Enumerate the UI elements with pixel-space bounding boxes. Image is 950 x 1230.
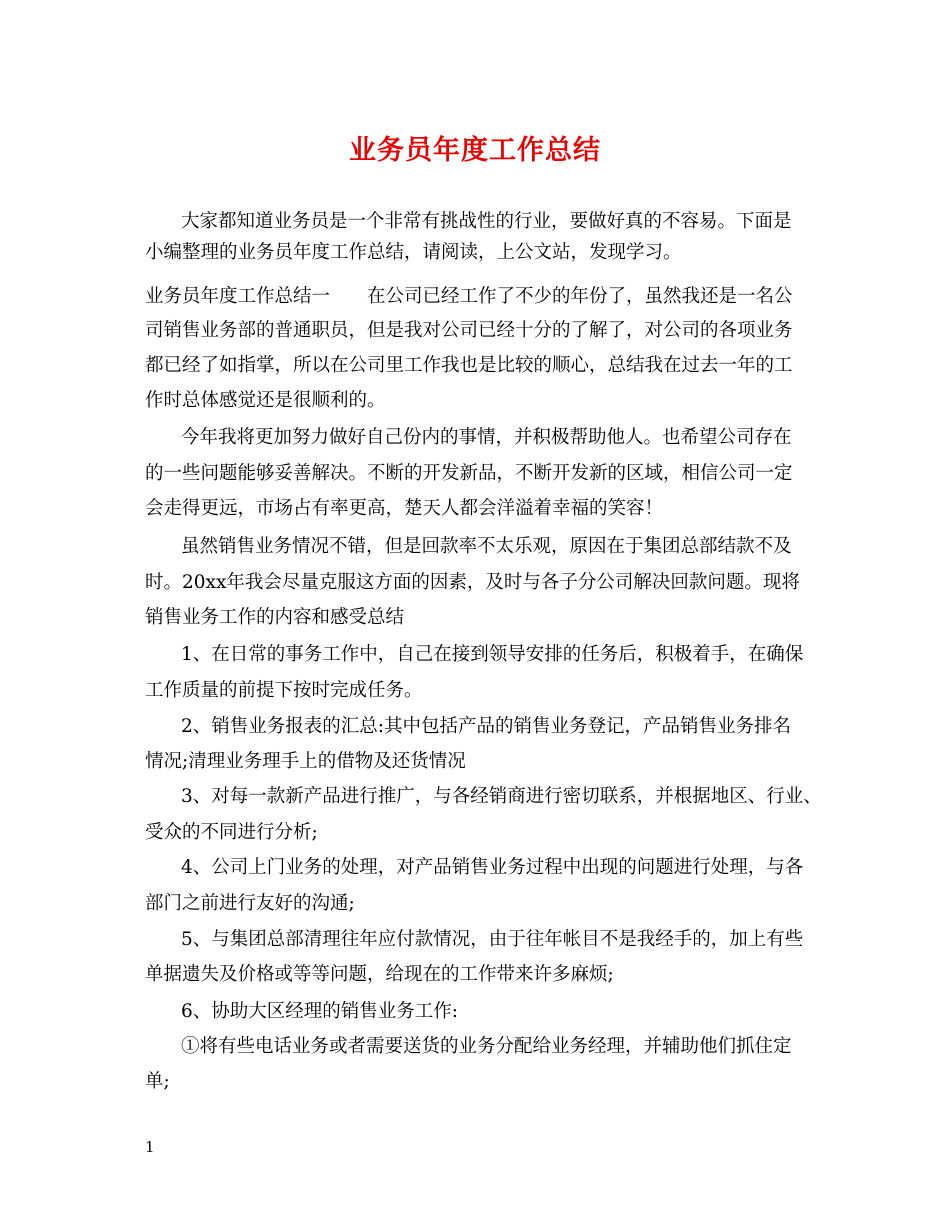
text-line: 2、销售业务报表的汇总:其中包括产品的销售业务登记，产品销售业务排名 <box>181 716 792 737</box>
text-line: 作时总体感觉还是很顺利的。 <box>145 390 386 411</box>
text-line: ①将有些电话业务或者需要送货的业务分配给业务经理，并辅助他们抓住定 <box>181 1036 792 1057</box>
text-line: 情况;清理业务理手上的借物及还货情况 <box>145 751 466 772</box>
text-line: 都已经了如指掌，所以在公司里工作我也是比较的顺心，总结我在过去一年的工 <box>145 355 793 376</box>
text-line: 部门之前进行友好的沟通; <box>145 893 355 914</box>
text-line: 会走得更远，市场占有率更高，楚天人都会洋溢着幸福的笑容！ <box>145 498 664 519</box>
text-line: 1、在日常的事务工作中，自己在接到领导安排的任务后，积极着手，在确保 <box>181 644 804 665</box>
text-line: 单据遗失及价格或等等问题，给现在的工作带来许多麻烦; <box>145 964 614 985</box>
text-line: 受众的不同进行分析; <box>145 822 318 843</box>
text-line: 6、协助大区经理的销售业务工作: <box>181 1001 459 1022</box>
text-line: 小编整理的业务员年度工作总结，请阅读，上公文站，发现学习。 <box>145 242 682 263</box>
text-line: 今年我将更加努力做好自己份内的事情，并积极帮助他人。也希望公司存在 <box>181 427 792 448</box>
text-line: 时。20xx年我会尽量克服这方面的因素，及时与各子分公司解决回款问题。现将 <box>145 572 800 593</box>
text-line: 的一些问题能够妥善解决。不断的开发新品，不断开发新的区域，相信公司一定 <box>145 463 793 484</box>
text-line: 司销售业务部的普通职员，但是我对公司已经十分的了解了，对公司的各项业务 <box>145 320 793 341</box>
text-line: 销售业务工作的内容和感受总结 <box>145 607 405 628</box>
text-line: 3、对每一款新产品进行推广，与各经销商进行密切联系，并根据地区、行业、 <box>181 786 822 807</box>
text-line: 5、与集团总部清理往年应付款情况，由于往年帐目不是我经手的，加上有些 <box>181 929 804 950</box>
page-number: 1 <box>145 1138 155 1156</box>
text-line: 单; <box>145 1071 170 1092</box>
text-line: 业务员年度工作总结一 在公司已经工作了不少的年份了，虽然我还是一名公 <box>145 286 793 307</box>
text-line: 4、公司上门业务的处理，对产品销售业务过程中出现的问题进行处理，与各 <box>181 857 804 878</box>
text-line: 大家都知道业务员是一个非常有挑战性的行业，要做好真的不容易。下面是 <box>181 211 792 232</box>
text-line: 工作质量的前提下按时完成任务。 <box>145 680 423 701</box>
text-line: 虽然销售业务情况不错，但是回款率不太乐观，原因在于集团总部结款不及 <box>181 536 792 557</box>
document-title: 业务员年度工作总结 <box>349 135 601 166</box>
